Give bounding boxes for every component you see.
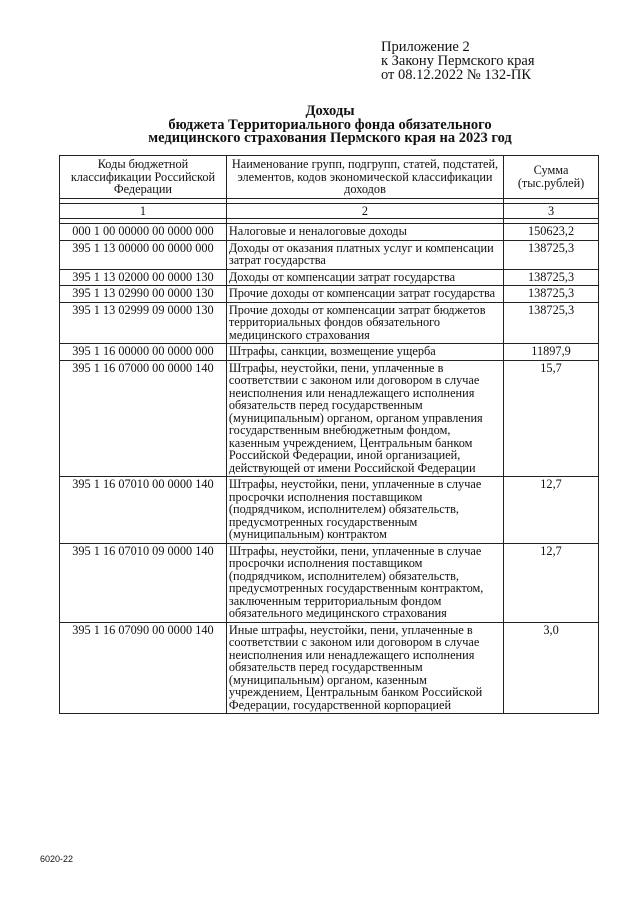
row-code: 395 1 16 00000 00 0000 000 xyxy=(60,344,227,361)
row-code: 395 1 16 07090 00 0000 140 xyxy=(60,622,227,714)
annex-law: к Закону Пермского края xyxy=(381,53,535,69)
document-title xyxy=(60,105,600,146)
row-name: Налоговые и неналоговые доходы xyxy=(226,224,503,241)
annex-number: Приложение 2 xyxy=(381,39,470,55)
row-name: Прочие доходы от компенсации затрат бюджетов территориальных фондов обязательного медицинского страхования xyxy=(226,302,503,344)
annex-date: от 08.12.2022 № 132-ПК xyxy=(381,67,532,83)
row-sum: 138725,3 xyxy=(504,269,599,286)
table-row xyxy=(60,360,599,477)
row-name: Штрафы, неустойки, пени, уплаченные в случае просрочки исполнения поставщиком (подрядчиком, исполнителем) обязательств, предусмотренных государственным контрактом, заключенным территориальным фондом обязательного медицинского страхования xyxy=(226,543,503,622)
table-row xyxy=(60,224,599,241)
footer-code: 6020-22 xyxy=(40,854,74,864)
table-row xyxy=(60,543,599,622)
row-code: 395 1 16 07010 00 0000 140 xyxy=(60,477,227,544)
row-sum: 12,7 xyxy=(504,543,599,622)
table-row xyxy=(60,269,599,286)
row-sum: 15,7 xyxy=(504,360,599,477)
row-name: Доходы от оказания платных услуг и компенсации затрат государства xyxy=(226,240,503,269)
row-name: Штрафы, санкции, возмещение ущерба xyxy=(226,344,503,361)
table-row xyxy=(60,344,599,361)
annex-header xyxy=(381,40,535,82)
header-code: Коды бюджетной классификации Российской Федерации xyxy=(60,156,227,199)
row-code: 395 1 13 02990 00 0000 130 xyxy=(60,286,227,303)
title-line-1: Доходы xyxy=(305,103,355,119)
column-number-2: 2 xyxy=(226,203,503,219)
column-number-1: 1 xyxy=(60,203,227,219)
table-row xyxy=(60,622,599,714)
table-header-row xyxy=(60,156,599,199)
income-table xyxy=(59,155,599,714)
row-code: 000 1 00 00000 00 0000 000 xyxy=(60,224,227,241)
row-sum: 11897,9 xyxy=(504,344,599,361)
header-name: Наименование групп, подгрупп, статей, подстатей, элементов, кодов экономической классификации доходов xyxy=(226,156,503,199)
row-name: Штрафы, неустойки, пени, уплаченные в соответствии с законом или договором в случае неисполнения или ненадлежащего исполнения обязательств перед государственным (муниципальным) органом, органом управления государственным внебюджетным фондом, казенным учреждением, Центральным банком Российской Федерации, иной организацией, действующей от имени Российской Федерации xyxy=(226,360,503,477)
row-name: Иные штрафы, неустойки, пени, уплаченные в соответствии с законом или договором в случае неисполнения или ненадлежащего исполнения обязательств перед государственным (муниципальным) органом, казенным учреждением, Центральным банком Российской Федерации, государственной корпорацией xyxy=(226,622,503,714)
title-line-3: медицинского страхования Пермского края на 2023 год xyxy=(148,130,512,146)
row-code: 395 1 16 07010 09 0000 140 xyxy=(60,543,227,622)
row-code: 395 1 16 07000 00 0000 140 xyxy=(60,360,227,477)
table-row xyxy=(60,477,599,544)
column-number-3: 3 xyxy=(504,203,599,219)
row-code: 395 1 13 02000 00 0000 130 xyxy=(60,269,227,286)
title-line-2: бюджета Территориального фонда обязательного xyxy=(168,116,492,133)
table-row xyxy=(60,240,599,269)
row-name: Штрафы, неустойки, пени, уплаченные в случае просрочки исполнения поставщиком (подрядчиком, исполнителем) обязательств, предусмотренных государственным (муниципальным) контрактом xyxy=(226,477,503,544)
row-name: Доходы от компенсации затрат государства xyxy=(226,269,503,286)
header-sum: Сумма (тыс.рублей) xyxy=(504,156,599,199)
row-sum: 138725,3 xyxy=(504,240,599,269)
row-code: 395 1 13 02999 09 0000 130 xyxy=(60,302,227,344)
table-row xyxy=(60,286,599,303)
row-sum: 3,0 xyxy=(504,622,599,714)
row-sum: 12,7 xyxy=(504,477,599,544)
table-row xyxy=(60,302,599,344)
row-name: Прочие доходы от компенсации затрат государства xyxy=(226,286,503,303)
row-code: 395 1 13 00000 00 0000 000 xyxy=(60,240,227,269)
row-sum: 150623,2 xyxy=(504,224,599,241)
row-sum: 138725,3 xyxy=(504,302,599,344)
column-numbers-row xyxy=(60,203,599,219)
row-sum: 138725,3 xyxy=(504,286,599,303)
